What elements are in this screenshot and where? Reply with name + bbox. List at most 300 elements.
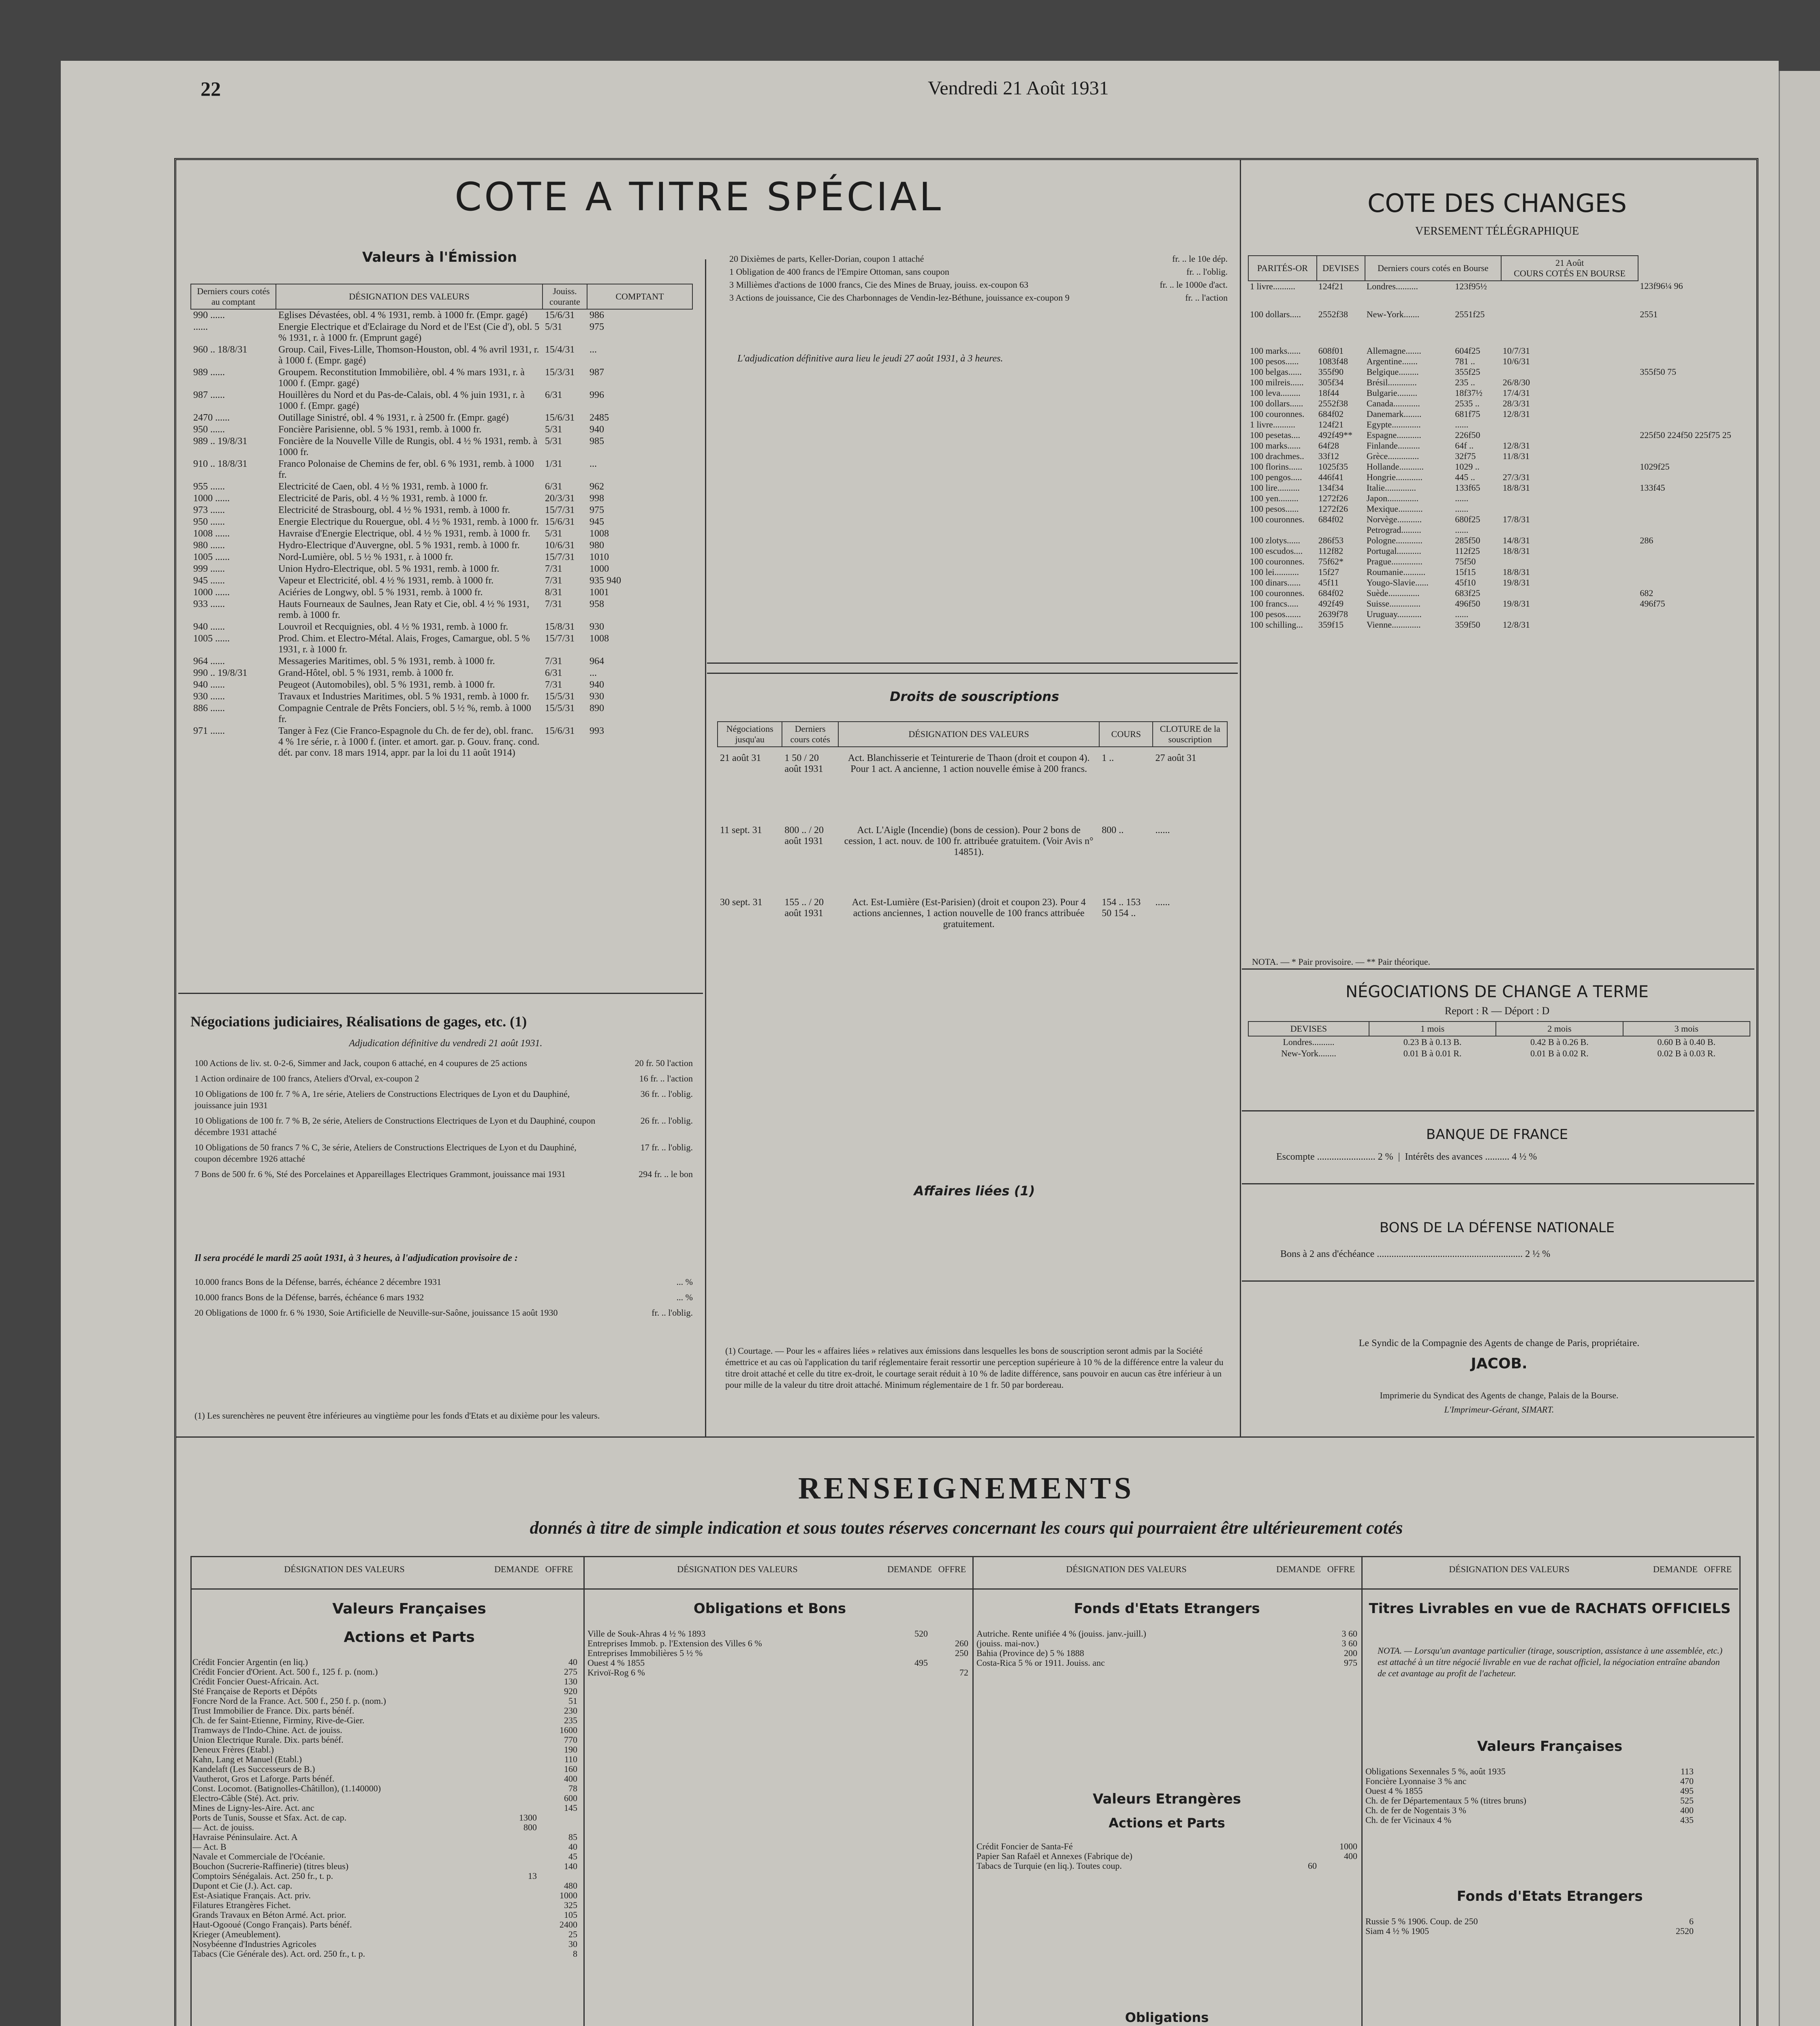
list-item xyxy=(192,1725,577,1735)
cell: 6/31 xyxy=(545,390,562,400)
col-offre: OFFRE xyxy=(545,1564,573,1574)
col-designation: DÉSIGNATION DES VALEURS xyxy=(284,1564,405,1574)
item-demande xyxy=(492,1881,537,1891)
item-offre: 72 xyxy=(959,1667,968,1678)
cell: 446f41 xyxy=(1318,472,1344,482)
cell: Grèce.............. xyxy=(1366,451,1419,461)
table-row xyxy=(191,309,692,321)
cell: Japon.............. xyxy=(1366,493,1419,503)
cell: 930 xyxy=(590,622,604,632)
table-row xyxy=(191,528,692,540)
cell: Act. L'Aigle (Incendie) (bons de cession). Pour 2 bons de cession, 1 act. nouv. de 100 fr. attribuée gratuitem. (Voir Avis n° 14851). xyxy=(844,825,1094,857)
table-row xyxy=(191,540,692,551)
cell: 608f01 xyxy=(1318,346,1344,356)
item-label: Autriche. Rente unifiée 4 % (jouiss. janv.-juill.) xyxy=(976,1629,1146,1639)
item-label: Sté Française de Reports et Dépôts xyxy=(192,1686,317,1696)
cell: Mexique........... xyxy=(1366,504,1423,514)
cell: 6/31 xyxy=(545,668,562,678)
cell xyxy=(1317,525,1365,535)
cell: 971 ...... xyxy=(193,726,225,736)
section-rule xyxy=(1242,1183,1754,1184)
table-row xyxy=(1248,398,1750,409)
cell: 75f62* xyxy=(1318,556,1344,566)
cell: Danemark........ xyxy=(1366,409,1422,419)
cell xyxy=(1501,367,1638,377)
cell: 20/3/31 xyxy=(545,493,575,504)
cell: 286f53 xyxy=(1318,535,1344,545)
item-demande xyxy=(492,1930,537,1939)
cell: 15/7/31 xyxy=(545,633,575,644)
cell: 999 ...... xyxy=(193,564,225,574)
item-offre: 78 xyxy=(568,1783,577,1793)
cell: 8/31 xyxy=(545,587,562,598)
item-label: 10.000 francs Bons de la Défense, barrés, échéance 6 mars 1932 xyxy=(194,1292,424,1302)
cell: Louvroil et Recquignies, obl. 4 ½ % 1931, remb. à 1000 fr. xyxy=(278,622,508,632)
item-demande xyxy=(1272,1851,1317,1861)
item-label: Krieger (Ameublement). xyxy=(192,1930,281,1939)
col-designation: DÉSIGNATION DES VALEURS xyxy=(677,1564,798,1574)
item-value: 17 fr. .. l'oblig. xyxy=(640,1142,693,1152)
cell: 1008 ...... xyxy=(193,528,230,539)
cell: 100 couronnes. xyxy=(1250,556,1305,566)
item-demande: 495 xyxy=(914,1658,928,1668)
cell xyxy=(1501,493,1638,504)
c3-h2: Valeurs Etrangères xyxy=(1092,1791,1241,1807)
rens-col-header xyxy=(194,1564,579,1575)
item-demande: 495 xyxy=(1680,1786,1694,1796)
list-item xyxy=(729,266,1228,278)
list-item xyxy=(976,1851,1357,1861)
item-value: ... % xyxy=(676,1277,693,1287)
cell: 950 ...... xyxy=(193,424,225,435)
table-row xyxy=(1248,419,1750,430)
cell: 975 xyxy=(590,322,604,332)
cell: 960 .. 18/8/31 xyxy=(193,344,248,355)
cell: 100 pesos...... xyxy=(1250,356,1299,366)
cell: 989 .. 19/8/31 xyxy=(193,436,248,447)
item-offre: 235 xyxy=(564,1715,577,1725)
c3-h1: Fonds d'Etats Etrangers xyxy=(1074,1601,1260,1617)
cell: 2552f38 xyxy=(1318,398,1348,408)
cell: 987 ...... xyxy=(193,390,225,400)
c4-h2: Valeurs Françaises xyxy=(1477,1738,1623,1755)
c4-h3: Fonds d'Etats Etrangers xyxy=(1457,1888,1643,1904)
souscriptions-table xyxy=(717,721,1228,964)
cell: 355f25 xyxy=(1455,367,1480,377)
cell: Suisse.............. xyxy=(1366,598,1421,609)
cote-special-title: COTE A TITRE SPÉCIAL xyxy=(454,174,944,220)
c2-h1: Obligations et Bons xyxy=(693,1601,846,1617)
table-row xyxy=(191,563,692,575)
item-demande xyxy=(883,1648,928,1658)
changes-table xyxy=(1248,255,1750,630)
col-derniers: Derniers cours cotés au comptant xyxy=(191,284,276,309)
item-label: — Act. B xyxy=(192,1842,226,1852)
cell: 940 xyxy=(590,424,604,435)
list-item xyxy=(587,1658,968,1668)
list-item xyxy=(192,1784,577,1793)
table-row xyxy=(191,458,692,481)
item-demande: 13 xyxy=(528,1871,537,1881)
list-item xyxy=(1365,1786,1734,1796)
table-row xyxy=(1248,609,1750,620)
item-label: Dupont et Cie (J.). Act. cap. xyxy=(192,1881,293,1891)
item-offre: 3 60 xyxy=(1342,1628,1357,1639)
list-item xyxy=(194,1307,693,1319)
cell: 100 marks...... xyxy=(1250,346,1301,356)
cell: 11/8/31 xyxy=(1502,451,1530,461)
item-label: Foncière Lyonnaise 3 % anc xyxy=(1365,1776,1467,1786)
changes-nota: NOTA. — * Pair provisoire. — ** Pair théorique. xyxy=(1252,957,1430,967)
cell: 45f11 xyxy=(1318,577,1339,588)
c1-h1: Valeurs Françaises xyxy=(332,1601,486,1617)
cell: 15/7/31 xyxy=(545,505,575,515)
item-offre: 25 xyxy=(568,1929,577,1939)
cell: 133f65 xyxy=(1455,483,1480,493)
table-row xyxy=(1248,567,1750,577)
cell: 5/31 xyxy=(545,424,562,435)
cell: Petrograd......... xyxy=(1366,525,1421,535)
item-offre xyxy=(537,1813,577,1823)
adjacent-page-edge xyxy=(1779,71,1820,2026)
item-demande xyxy=(492,1735,537,1745)
item-demande xyxy=(1272,1629,1317,1639)
cell: 15/6/31 xyxy=(545,726,575,736)
cell: 15/5/31 xyxy=(545,703,575,714)
cell: 124f21 xyxy=(1318,281,1344,291)
cell: 1008 xyxy=(590,633,609,644)
list-item xyxy=(192,1686,577,1696)
item-label: Comptoirs Sénégalais. Act. 250 fr., t. p. xyxy=(192,1871,333,1881)
col-designation: DÉSIGNATION DES VALEURS xyxy=(1449,1564,1570,1574)
emission-title: Valeurs à l'Émission xyxy=(362,249,517,265)
table-row xyxy=(191,436,692,458)
list-item xyxy=(192,1930,577,1939)
cell: Electricité de Paris, obl. 4 ½ % 1931, remb. à 1000 fr. xyxy=(278,493,488,504)
cell: New-York....... xyxy=(1366,309,1420,319)
list-item xyxy=(194,1058,693,1069)
bons-line: Bons à 2 ans d'échéance ............................................................ 2 ½ % xyxy=(1280,1249,1551,1259)
column-rule xyxy=(1240,160,1241,1436)
cell: 940 ...... xyxy=(193,680,225,690)
list-item xyxy=(976,1639,1357,1648)
cell: Yougo-Slavie...... xyxy=(1366,577,1429,588)
cell xyxy=(1501,504,1638,514)
cell: 1029f25 xyxy=(1640,462,1670,472)
item-offre xyxy=(1317,1861,1357,1871)
escompte-label: Escompte xyxy=(1276,1152,1315,1162)
item-offre: 3 60 xyxy=(1342,1638,1357,1648)
cell xyxy=(1638,504,1750,514)
cell: 1000 ...... xyxy=(193,493,230,504)
item-demande xyxy=(492,1677,537,1686)
list-item xyxy=(192,1861,577,1871)
cell: Peugeot (Automobiles), obl. 5 % 1931, remb. à 1000 fr. xyxy=(278,680,495,690)
table-row xyxy=(1248,367,1750,377)
cell: 17/4/31 xyxy=(1502,388,1530,398)
table-row xyxy=(191,703,692,725)
cell: Prod. Chim. et Electro-Métal. Alais, Froges, Camargue, obl. 5 % 1931, r. à 1000 fr. xyxy=(278,633,530,655)
list-item xyxy=(192,1706,577,1716)
cell: 0.01 B à 0.01 R. xyxy=(1403,1048,1462,1058)
item-demande xyxy=(492,1764,537,1774)
item-label: Crédit Foncier Argentin (en liq.) xyxy=(192,1657,308,1667)
item-label: 3 Actions de jouissance, Cie des Charbonnages de Vendin-lez-Béthune, jouissance ex-coupon 9 xyxy=(729,293,1070,303)
item-label: Entreprises Immobilières 5 ½ % xyxy=(587,1648,703,1658)
table-row xyxy=(1248,588,1750,598)
item-label: Haut-Ogooué (Congo Français). Parts bénéf. xyxy=(192,1920,352,1930)
cell: 64f .. xyxy=(1455,440,1474,451)
item-demande: 60 xyxy=(1308,1861,1317,1871)
table-row xyxy=(1248,504,1750,514)
cell: 996 xyxy=(590,390,604,400)
item-demande xyxy=(492,1667,537,1677)
cell: 15f27 xyxy=(1318,567,1339,577)
cell: 226f50 xyxy=(1455,430,1480,440)
courtage-note: (1) Courtage. — Pour les « affaires liées » relatives aux émissions dans lesquelles les bons de souscription seront admis par la Société émettrice et au cas où l'application du tarif réglementaire ferait ressortir une perception supérieure à 10 % de la différence entre la valeur du titre droit attaché et celle du titre ex-droit, le courtage serait réduit à 10 % de ladite différence, sans pouvoir en aucun cas être inférieur à un pour mille de la valeur du titre droit attaché. Minimum réglementaire de 1 fr. 50 par bordereau. xyxy=(725,1346,1224,1390)
list-item xyxy=(192,1696,577,1706)
cell: 100 dollars...... xyxy=(1250,398,1303,408)
cell: 124f21 xyxy=(1318,419,1344,430)
cell: 15/8/31 xyxy=(545,622,575,632)
item-demande xyxy=(492,1861,537,1871)
col-header: DÉSIGNATION DES VALEURS xyxy=(838,722,1099,747)
cell: 359f50 xyxy=(1455,620,1480,630)
changes-title: COTE DES CHANGES xyxy=(1367,188,1627,218)
cell: 958 xyxy=(590,599,604,609)
section-rule xyxy=(1242,1110,1754,1111)
cell: Messageries Maritimes, obl. 5 % 1931, remb. à 1000 fr. xyxy=(278,656,495,667)
cell: 15/3/31 xyxy=(545,367,575,378)
cell: 100 lire.......... xyxy=(1250,483,1300,493)
list-item xyxy=(194,1088,693,1111)
list-item xyxy=(192,1842,577,1852)
item-label: — Act. de jouiss. xyxy=(192,1823,254,1832)
list-item xyxy=(976,1648,1357,1658)
cell: 15f15 xyxy=(1455,567,1476,577)
col-header: 2 mois xyxy=(1496,1022,1623,1036)
col-rule xyxy=(972,1556,974,2026)
cell: 1 livre.......... xyxy=(1250,419,1295,430)
judiciaires-note: (1) Les surenchères ne peuvent être inférieures au vingtième pour les fonds d'Etats et au dixième pour les valeurs. xyxy=(194,1411,600,1421)
cell: 6/31 xyxy=(545,481,562,492)
cell: 15/7/31 xyxy=(545,552,575,562)
list-item xyxy=(192,1871,577,1881)
cell xyxy=(1638,377,1750,388)
list-item xyxy=(192,1813,577,1823)
banque-title: BANQUE DE FRANCE xyxy=(1426,1126,1568,1143)
cell: 2552f38 xyxy=(1318,309,1348,319)
table-row xyxy=(191,389,692,412)
item-demande xyxy=(883,1668,928,1678)
item-label: Bouchon (Sucrerie-Raffinerie) (titres bleus) xyxy=(192,1861,349,1871)
item-label: Costa-Rica 5 % or 1911. Jouiss. anc xyxy=(976,1658,1105,1668)
table-row xyxy=(1248,388,1750,398)
item-value: 26 fr. .. l'oblig. xyxy=(640,1116,693,1126)
cell: 100 couronnes. xyxy=(1250,514,1305,524)
cell xyxy=(1638,620,1750,630)
cell: 11 sept. 31 xyxy=(720,825,762,836)
cell xyxy=(1638,493,1750,504)
table-row xyxy=(191,321,692,344)
item-label: 1 Obligation de 400 francs de l'Empire Ottoman, sans coupon xyxy=(729,267,949,277)
cell: 75f50 xyxy=(1455,556,1476,566)
page-header xyxy=(134,69,1673,105)
bons-rate: 2 ½ % xyxy=(1525,1249,1551,1259)
item-demande xyxy=(492,1716,537,1725)
col-header: Derniers cours cotés xyxy=(782,722,838,747)
table-row xyxy=(1248,493,1750,504)
list-item xyxy=(192,1852,577,1861)
item-offre: 230 xyxy=(564,1705,577,1716)
cell: ...... xyxy=(193,322,208,332)
cell: ...... xyxy=(1455,493,1469,503)
cell: 1005 ...... xyxy=(193,633,230,644)
list-item xyxy=(192,1939,577,1949)
c3-list2 xyxy=(976,1842,1361,1871)
item-offre xyxy=(928,1629,968,1639)
cell: 100 drachmes.. xyxy=(1250,451,1304,461)
cell xyxy=(1501,281,1638,309)
cell: 100 dinars...... xyxy=(1250,577,1301,588)
cell: 800 .. xyxy=(1102,825,1124,836)
item-offre: 1000 xyxy=(560,1890,577,1900)
item-offre: 145 xyxy=(564,1803,577,1813)
cell: 682 xyxy=(1640,588,1653,598)
item-value: 16 fr. .. l'action xyxy=(639,1073,693,1084)
cell: 12/8/31 xyxy=(1502,620,1530,630)
item-offre: 770 xyxy=(564,1735,577,1745)
item-label: Ville de Souk-Ahras 4 ½ % 1893 xyxy=(587,1629,706,1639)
list-item xyxy=(1365,1806,1734,1815)
item-demande xyxy=(492,1686,537,1696)
adjudication-list xyxy=(729,253,1228,305)
item-value: fr. .. le 10e dép. xyxy=(1172,254,1228,264)
cell: 910 .. 18/8/31 xyxy=(193,459,248,469)
cell xyxy=(1501,525,1638,535)
item-offre xyxy=(1694,1786,1734,1796)
cell: Canada............ xyxy=(1366,398,1420,408)
col-date: 21 Août xyxy=(1555,258,1584,268)
cell xyxy=(1501,462,1638,472)
table-row xyxy=(1248,620,1750,630)
cell: Act. Est-Lumière (Est-Parisien) (droit et coupon 23). Pour 4 actions anciennes, 1 action nouvelle de 100 francs attribuée gratuitement. xyxy=(852,897,1086,930)
section-rule xyxy=(176,1436,1754,1438)
item-label: Trust Immobilier de France. Dix. parts bénéf. xyxy=(192,1706,355,1716)
cell: 989 ...... xyxy=(193,367,225,378)
item-offre: 480 xyxy=(564,1881,577,1891)
c2-list xyxy=(587,1629,972,1678)
cell: 285f50 xyxy=(1455,535,1480,545)
cell: 945 ...... xyxy=(193,575,225,586)
col-header: CLOTURE de la souscription xyxy=(1153,722,1227,747)
item-demande xyxy=(492,1920,537,1930)
cell: 7/31 xyxy=(545,680,562,690)
page-number: 22 xyxy=(201,77,221,100)
cell: 985 xyxy=(590,436,604,447)
judiciaires-sub: Adjudication définitive du vendredi 21 août 1931. xyxy=(349,1038,543,1049)
c3-h4: Obligations xyxy=(1125,2010,1209,2025)
cell: 0.01 B à 0.02 R. xyxy=(1530,1048,1589,1058)
item-offre: 140 xyxy=(564,1861,577,1871)
cell: 15/4/31 xyxy=(545,344,575,355)
cell: 17/8/31 xyxy=(1502,514,1530,524)
item-value: fr. .. l'oblig. xyxy=(1186,267,1228,277)
cell xyxy=(1501,556,1638,567)
col-header: DEVISES xyxy=(1248,1022,1369,1036)
cell: Nord-Lumière, obl. 5 ½ % 1931, r. à 1000 fr. xyxy=(278,552,453,562)
item-offre: 2400 xyxy=(560,1919,577,1930)
list-item xyxy=(192,1803,577,1813)
cell: 987 xyxy=(590,367,604,378)
cell: 0.42 B à 0.26 B. xyxy=(1530,1037,1589,1047)
item-demande xyxy=(492,1900,537,1910)
cell: 100 florins...... xyxy=(1250,462,1302,472)
item-label: Russie 5 % 1906. Coup. de 250 xyxy=(1365,1917,1478,1926)
item-demande: 1300 xyxy=(519,1812,537,1823)
cell: 680f25 xyxy=(1455,514,1480,524)
cell: ...... xyxy=(1155,897,1170,908)
cell: Pologne............ xyxy=(1366,535,1423,545)
cell: Electricité de Strasbourg, obl. 4 ½ % 1931, remb. à 1000 fr. xyxy=(278,505,511,515)
cell: ...... xyxy=(1155,825,1170,836)
item-label: 1 Action ordinaire de 100 francs, Ateliers d'Orval, ex-coupon 2 xyxy=(194,1073,419,1084)
item-offre: 8 xyxy=(573,1949,577,1959)
item-label: 10.000 francs Bons de la Défense, barrés, échéance 2 décembre 1931 xyxy=(194,1277,442,1287)
item-offre: 160 xyxy=(564,1764,577,1774)
cell: 100 milreis...... xyxy=(1250,377,1304,387)
cell: 112f25 xyxy=(1455,546,1480,556)
renseignements-subtitle: donnés à titre de simple indication et sous toutes réserves concernant les cours qui pourraient être ultérieurement cotés xyxy=(530,1518,1403,1538)
rens-col-header xyxy=(1365,1564,1738,1575)
cell: 684f02 xyxy=(1318,409,1344,419)
item-offre: 260 xyxy=(955,1638,968,1648)
item-demande: 470 xyxy=(1680,1776,1694,1786)
cell: Argentine....... xyxy=(1366,356,1418,366)
item-label: Filatures Etrangères Fichet. xyxy=(192,1900,291,1910)
cell: Group. Cail, Fives-Lille, Thomson-Houston, obl. 4 % avril 1931, r. à 1000 f. (Empr. gagé) xyxy=(278,344,539,366)
list-item xyxy=(192,1657,577,1667)
section-rule xyxy=(1242,968,1754,970)
col-cours-label: COURS COTÉS EN BOURSE xyxy=(1514,268,1626,278)
cell: 604f25 xyxy=(1455,346,1480,356)
col-derniers: Derniers cours cotés en Bourse xyxy=(1365,256,1501,281)
item-label: Entreprises Immob. p. l'Extension des Villes 6 % xyxy=(587,1639,762,1648)
cell: 496f75 xyxy=(1640,598,1665,609)
section-rule xyxy=(707,663,1238,664)
cell: 445 .. xyxy=(1455,472,1475,482)
item-offre: 1600 xyxy=(560,1725,577,1735)
table-row xyxy=(1248,309,1750,346)
item-value: 294 fr. .. le bon xyxy=(639,1169,693,1179)
cell: 27/3/31 xyxy=(1502,472,1530,482)
banque-line: Escompte ........................ 2 % | Intérêts des avances .......... 4 ½ % xyxy=(1276,1152,1537,1162)
c3-list xyxy=(976,1629,1361,1668)
item-label: Tabacs (Cie Générale des). Act. ord. 250 fr., t. p. xyxy=(192,1949,365,1959)
cell xyxy=(1501,588,1638,598)
cell: 980 xyxy=(590,540,604,551)
avances-value: 4 ½ % xyxy=(1512,1152,1537,1162)
table-row xyxy=(191,667,692,679)
item-offre: 45 xyxy=(568,1851,577,1861)
cell: ... xyxy=(590,668,597,678)
emission-table xyxy=(190,284,693,759)
cell: 30 sept. 31 xyxy=(720,897,763,908)
cell: 359f15 xyxy=(1318,620,1344,630)
list-item xyxy=(194,1276,693,1288)
cell: Italie.............. xyxy=(1366,483,1416,493)
item-demande: 520 xyxy=(914,1628,928,1639)
